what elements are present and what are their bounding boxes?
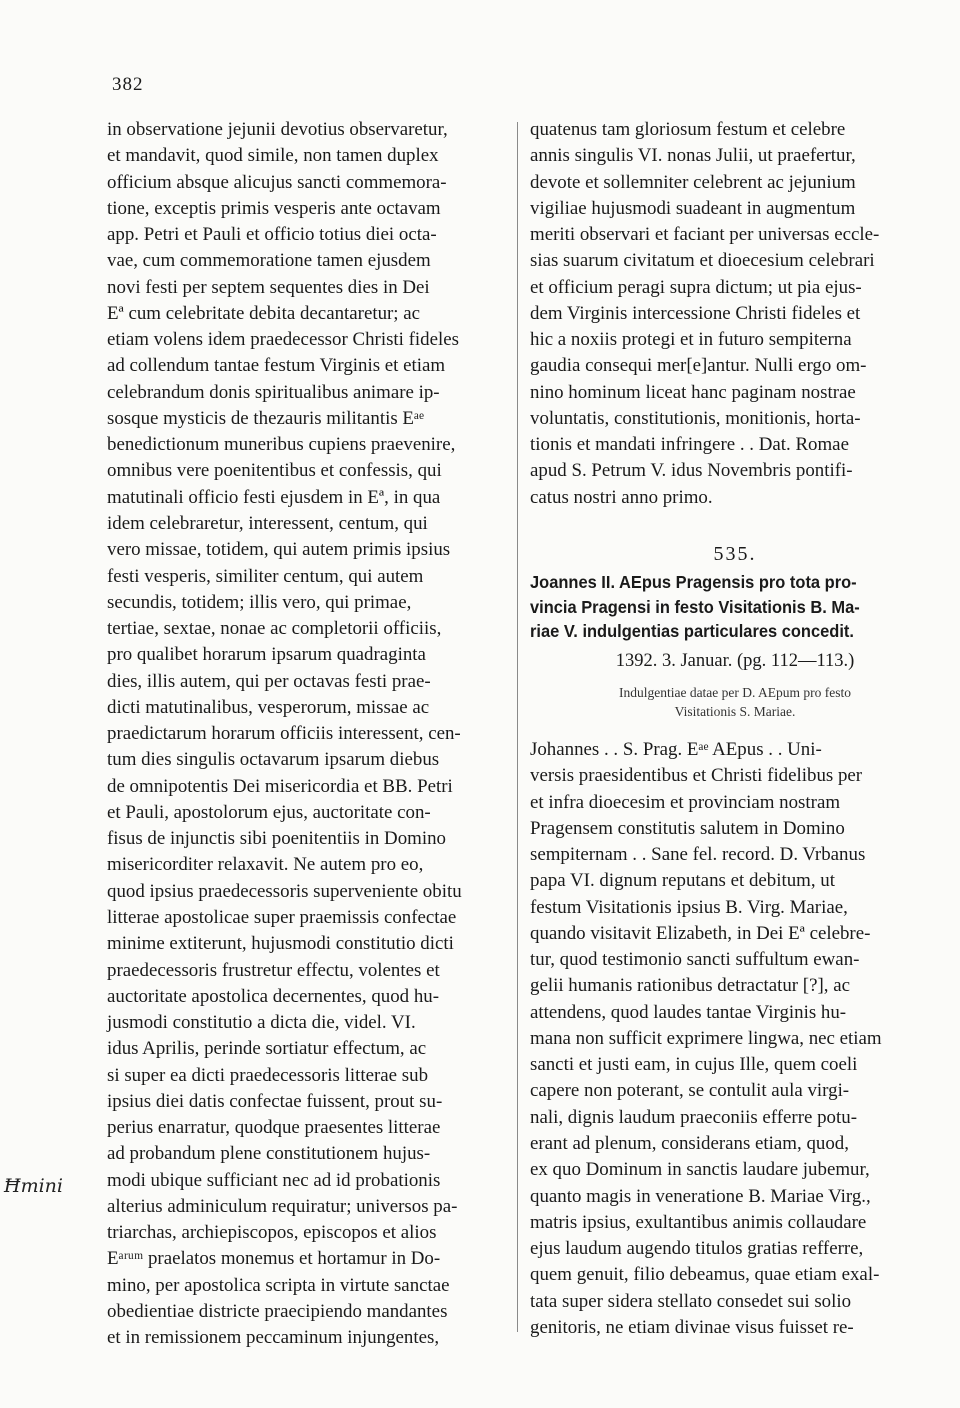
text-line: Pragensem constitutis salutem in Domino — [530, 817, 845, 839]
text-line: pro qualibet horarum ipsarum quadraginta — [107, 644, 426, 666]
text-line: minime extiterunt, hujusmodi constitutio dicti — [107, 933, 454, 955]
text-line: et Pauli, apostolorum ejus, auctoritate con- — [107, 801, 431, 823]
text-line: erant ad plenum, considerans etiam, quod, — [530, 1132, 849, 1154]
text-line: ad probandum plene constitutionem hujus- — [107, 1143, 431, 1165]
heading-line: riae V. indulgentias particulares concedit. — [530, 621, 854, 642]
text-line: capere non poterant, se contulit aula virgi- — [530, 1080, 850, 1102]
text-line: secundis, totidem; illis vero, qui primae, — [107, 591, 412, 613]
text-line: triarchas, archiepiscopos, episcopos et alios — [107, 1222, 437, 1244]
text-line: sempiternam . . Sane fel. record. D. Vrbanus — [530, 844, 866, 866]
text-line: Eª cum celebritate debita decantaretur; ac — [107, 302, 421, 324]
right-text-column-bottom — [530, 737, 940, 1341]
text-line: idem celebraretur, interessent, centum, qui — [107, 512, 428, 534]
text-line: mino, per apostolica scripta in virtute sanctae — [107, 1274, 450, 1296]
text-line: in observatione jejunii devotius observaretur, — [107, 119, 448, 140]
text-line: dicti matutinalibus, vesperorum, missae ac — [107, 696, 430, 718]
text-line: genitoris, ne etiam divinae visus fuisset re- — [530, 1316, 854, 1338]
text-line: tum dies singulis octavarum ipsarum diebus — [107, 749, 440, 771]
text-line: tata super sidera stellato consedet sui solio — [530, 1290, 852, 1312]
column-divider — [517, 122, 518, 1332]
text-line: vigiliae hujusmodi suadeant in augmentum — [530, 197, 856, 219]
text-line: app. Petri et Pauli et officio totius diei octa- — [107, 224, 437, 246]
text-line: jusmodi constitutio a dicta die, videl. VI. — [107, 1012, 416, 1034]
text-line: dies, illis autem, qui per octavas festi prae- — [107, 670, 431, 692]
text-line: quando visitavit Elizabeth, in Dei Eª celebre- — [530, 922, 871, 944]
text-line: benedictionum muneribus cupiens praevenire, — [107, 434, 456, 456]
text-line: dem Virginis intercessione Christi fideles et — [530, 302, 861, 324]
text-line: versis praesidentibus et Christi fidelibus per — [530, 765, 863, 787]
text-line: etiam volens idem praedecessor Christi fideles — [107, 329, 459, 351]
text-line: meriti observari et faciant per universas eccle- — [530, 224, 880, 246]
text-line: sosque mysticis de thezauris militantis Eᵃᵉ — [107, 407, 424, 429]
heading-line: Joannes II. AEpus Pragensis pro tota pro- — [530, 572, 857, 592]
text-line: auctoritate apostolica decernentes, quod hu- — [107, 985, 440, 1007]
right-text-column-top — [530, 117, 940, 511]
text-line: gaudia consequi mer[e]antur. Nulli ergo om- — [530, 355, 867, 377]
text-line: vero missae, totidem, qui autem primis ipsius — [107, 539, 451, 561]
text-line: hic a noxiis protegi et in futuro sempiterna — [530, 329, 852, 351]
text-line: omnibus vere poenitentibus et confessis, qui — [107, 460, 442, 482]
text-line: litterae apostolicae super praemissis confectae — [107, 906, 457, 928]
text-line: ejus laudum augendo titulos gratias refferre, — [530, 1238, 864, 1260]
text-line: vae, cum commemoratione tamen ejusdem — [107, 250, 431, 272]
text-line: et in remissionem peccaminum injungentes, — [107, 1327, 440, 1349]
text-line: ad collendum tantae festum Virginis et etiam — [107, 355, 446, 377]
text-line: et mandavit, quod simile, non tamen duplex — [107, 145, 439, 167]
margin-annotation: Ħmini — [4, 1175, 63, 1197]
text-line: praedictarum horarum officiis interessent, cen- — [107, 723, 461, 745]
text-line: sancti et justi eam, in cujus Ille, quem coeli — [530, 1054, 858, 1076]
document-heading — [530, 570, 915, 644]
text-line: tur, quod testimonio sancti suffultum ewan- — [530, 949, 860, 971]
heading-line: vincia Pragensi in festo Visitationis B. Ma- — [530, 596, 860, 617]
text-line: matris ipsius, exultantibus animis collaudare — [530, 1211, 867, 1233]
text-line: festum Visitationis ipsius B. Virg. Mariae, — [530, 896, 848, 918]
text-line: idus Aprilis, perinde sortiatur effectum, ac — [107, 1038, 427, 1060]
text-line: apud S. Petrum V. idus Novembris pontifi- — [530, 460, 853, 482]
text-line: matutinali officio festi ejusdem in Eª, in qua — [107, 486, 441, 508]
text-line: nino hominum liceat hanc paginam nostrae — [530, 381, 856, 403]
text-line: ipsius diei datis confectae fuissent, prout su- — [107, 1090, 443, 1112]
text-line: voluntatis, constitutionis, monitionis, horta- — [530, 407, 861, 429]
text-line: misericorditer relaxavit. Ne autem pro eo, — [107, 854, 424, 876]
text-line: quatenus tam gloriosum festum et celebre — [530, 119, 846, 140]
text-line: obedientiae districte praecipiendo mandantes — [107, 1300, 448, 1322]
text-line: modi ubique sufficiant nec ad id probationis — [107, 1169, 441, 1191]
text-line: novi festi per septem sequentes dies in Dei — [107, 276, 430, 298]
text-line: nali, dignis laudum praeconiis efferre potu- — [530, 1106, 857, 1128]
text-line: praedecessoris frustretur effectu, volentes et — [107, 959, 440, 981]
text-line: quem genuit, filio debeamus, quae etiam exal- — [530, 1264, 880, 1286]
page-number: 382 — [112, 74, 144, 95]
text-line: quod ipsius praedecessoris superveniente obitu — [107, 880, 462, 902]
text-line: si super ea dicti praedecessoris litterae sub — [107, 1064, 429, 1086]
text-line: catus nostri anno primo. — [530, 486, 713, 508]
left-text-column — [107, 117, 509, 1351]
text-line: Eᵃʳᵘᵐ praelatos monemus et hortamur in Do- — [107, 1248, 441, 1270]
text-line: Johannes . . S. Prag. Eᵃᵉ AEpus . . Uni- — [530, 739, 822, 760]
document-subheading — [530, 683, 940, 721]
text-line: fisus de injunctis sibi poenitentiis in Domino — [107, 828, 446, 850]
text-line: perius enarratur, quodque praesentes litterae — [107, 1117, 441, 1139]
text-line: sias suarum civitatum et dioecesium celebrari — [530, 250, 875, 272]
text-line: tione, exceptis primis vesperis ante octavam — [107, 197, 441, 219]
document-number: 535. — [713, 543, 757, 565]
text-line: annis singulis VI. nonas Julii, ut praefertur, — [530, 145, 856, 167]
text-line: attendens, quod laudes tantae Virginis hu- — [530, 1001, 847, 1023]
text-line: festi vesperis, similiter centum, qui autem — [107, 565, 424, 587]
text-line: de omnipotentis Dei misericordia et BB. Petri — [107, 775, 453, 797]
subheading-line: Indulgentiae datae per D. AEpum pro festo — [618, 685, 852, 700]
text-line: tertiae, sextae, nonae ac completorii officiis, — [107, 618, 442, 640]
text-line: tionis et mandati infringere . . Dat. Romae — [530, 434, 849, 456]
text-line: quanto magis in veneratione B. Mariae Virg., — [530, 1185, 871, 1207]
text-line: et officium peragi supra dictum; ut pia ejus- — [530, 276, 862, 298]
text-line: mana non sufficit exprimere lingwa, nec etiam — [530, 1027, 882, 1049]
text-line: papa VI. dignum reputans et debitum, ut — [530, 870, 835, 892]
text-line: ex quo Dominum in sanctis laudare jubemur, — [530, 1159, 870, 1181]
text-line: gelii humanis rationibus detractatur [?], ac — [530, 975, 850, 997]
subheading-line: Visitationis S. Mariae. — [674, 704, 796, 719]
text-line: alterius adminiculum requiratur; universos pa- — [107, 1195, 458, 1217]
text-line: officium absque alicujus sancti commemora- — [107, 171, 447, 193]
text-line: celebrandum donis spiritualibus animare ip- — [107, 381, 440, 403]
text-line: et infra dioecesim et provinciam nostram — [530, 791, 841, 813]
document-date: 1392. 3. Januar. (pg. 112—113.) — [615, 651, 855, 671]
text-line: devote et sollemniter celebrent ac jejunium — [530, 171, 856, 193]
